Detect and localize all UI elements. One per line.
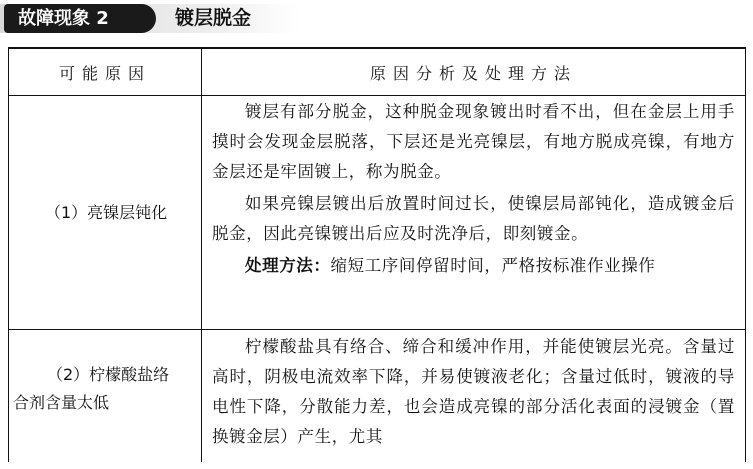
cause-text — [13, 361, 197, 417]
table-row — [9, 95, 745, 330]
header-cell-cause — [9, 49, 202, 95]
method-text: 缩短工序间停留时间，严格按标准作业操作 — [330, 256, 656, 275]
analysis-paragraph: 如果亮镍层镀出后放置时间过长，使镍层局部钝化，造成镀金后脱金，因此亮镍镀出后应及时洗净后，即刻镀金。 — [212, 194, 735, 243]
section-header — [0, 0, 753, 35]
column-header-analysis: 原因分析及处理方法 — [369, 63, 577, 83]
column-header-cause: 可能原因 — [58, 63, 151, 83]
analysis-text — [212, 332, 735, 452]
method-paragraph — [212, 251, 735, 281]
table-row — [9, 329, 745, 462]
cause-text: （1）亮镍层钝化 — [45, 203, 168, 222]
analysis-cell — [202, 329, 745, 462]
cause-line: （2）柠檬酸盐络 — [47, 365, 170, 384]
header-cell-analysis — [202, 49, 745, 95]
analysis-cell — [202, 95, 745, 329]
fault-title: 镀层脱金 — [175, 7, 252, 29]
fault-badge: 故障现象 2 — [4, 4, 156, 33]
analysis-paragraph: 镀层有部分脱金，这种脱金现象镀出时看不出，但在金层上用手摸时会发现金层脱落，下层还是光亮镍层，有地方脱成亮镍，有地方金层还是牢固镀上，称为脱金。 — [212, 102, 735, 181]
cause-cell — [9, 95, 202, 329]
cause-cell — [9, 329, 202, 462]
fault-table — [8, 47, 746, 462]
cause-line: 合剂含量太低 — [13, 393, 110, 412]
method-label: 处理方法： — [245, 256, 331, 275]
analysis-paragraph: 柠檬酸盐具有络合、缔合和缓冲作用，并能使镀层光亮。含量过高时，阴极电流效率下降，并易使镀液老化；含量过低时，镀液的导电性下降，分散能力差，也会造成亮镍的部分活化表面的浸镀金（置换镀金层）产生，尤其 — [212, 337, 735, 446]
analysis-text — [212, 97, 735, 281]
table-header-row — [9, 49, 745, 96]
